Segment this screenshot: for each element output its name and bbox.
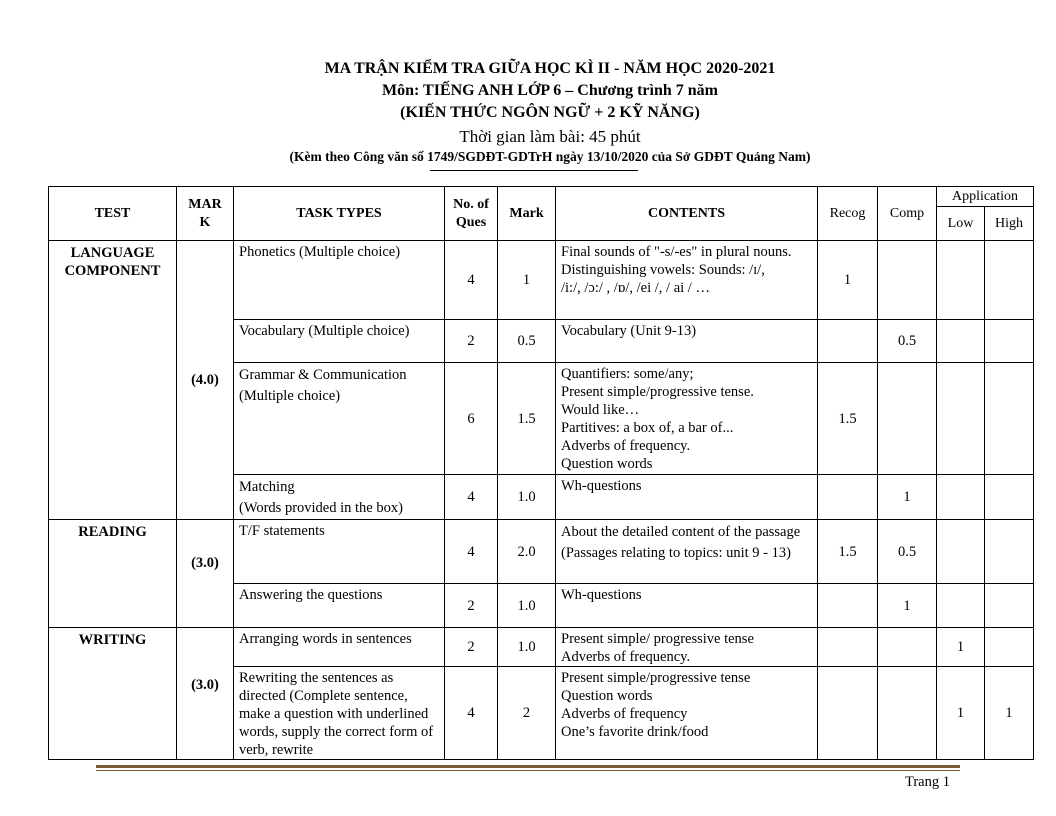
col-test: TEST	[49, 187, 177, 241]
header-underline	[430, 170, 638, 171]
recog-cell	[818, 628, 878, 667]
mark-cell: 1.0	[498, 628, 556, 667]
footer-rule	[96, 765, 960, 768]
task-cell: T/F statements	[234, 520, 445, 584]
task-cell: Grammar & Communication (Multiple choice)	[234, 363, 445, 475]
comp-cell: 1	[878, 584, 937, 628]
table-row	[49, 520, 1034, 584]
low-cell: 1	[937, 628, 985, 667]
mark-cell: 2	[498, 667, 556, 760]
high-cell	[985, 520, 1034, 584]
exam-matrix-table	[48, 186, 1034, 760]
contents-line: One’s favorite drink/food	[561, 724, 709, 740]
mark-cell: 1.0	[498, 475, 556, 520]
high-cell	[985, 584, 1034, 628]
col-task-types: TASK TYPES	[234, 187, 445, 241]
comp-cell	[878, 363, 937, 475]
recog-cell	[818, 667, 878, 760]
ques-cell: 4	[445, 667, 498, 760]
doc-reference: (Kèm theo Công văn số 1749/SGDĐT-GDTrH ngày 13/10/2020 của Sở GDĐT Quảng Nam)	[289, 149, 811, 164]
mark-cell: 0.5	[498, 320, 556, 363]
high-cell	[985, 475, 1034, 520]
contents-line: Wh-questions	[561, 478, 642, 494]
recog-cell	[818, 584, 878, 628]
contents-cell	[556, 475, 818, 520]
page-number: Trang 1	[905, 774, 950, 790]
footer-rule-thin	[96, 770, 960, 771]
contents-cell	[556, 584, 818, 628]
contents-cell	[556, 241, 818, 320]
high-cell	[985, 628, 1034, 667]
table-row	[49, 628, 1034, 667]
contents-cell: About the detailed content of the passage (Passages relating to topics: unit 9 - 13)	[556, 520, 818, 584]
low-cell	[937, 475, 985, 520]
recog-cell: 1.5	[818, 520, 878, 584]
ques-cell: 2	[445, 628, 498, 667]
contents-line: Quantifiers: some/any;	[561, 366, 694, 382]
contents-line: Adverbs of frequency.	[561, 438, 691, 454]
ques-cell: 2	[445, 584, 498, 628]
task-cell	[234, 475, 445, 520]
contents-line: Would like…	[561, 402, 640, 418]
comp-cell	[878, 667, 937, 760]
contents-cell	[556, 628, 818, 667]
contents-line: Adverbs of frequency.	[561, 649, 691, 665]
high-cell: 1	[985, 667, 1034, 760]
recog-cell	[818, 320, 878, 363]
comp-cell: 0.5	[878, 520, 937, 584]
col-comp: Comp	[878, 187, 937, 241]
ques-cell: 4	[445, 520, 498, 584]
table-row	[49, 241, 1034, 320]
contents-line: Wh-questions	[561, 587, 642, 603]
contents-line: Present simple/ progressive tense	[561, 631, 754, 647]
col-low: Low	[937, 207, 985, 241]
doc-title: MA TRẬN KIỂM TRA GIỮA HỌC KÌ II - NĂM HỌC 2020-2021	[324, 60, 776, 77]
contents-line: Final sounds of "-s/-es" in plural nouns.	[561, 244, 792, 260]
contents-line: /i:/, /ɔ:/ , /ɒ/, /ei /, / ai / …	[561, 280, 710, 296]
section-writing-mark: (3.0)	[177, 628, 234, 760]
contents-line: Present simple/progressive tense	[561, 670, 751, 686]
contents-line: Vocabulary (Unit 9-13)	[561, 323, 697, 339]
doc-subject: Môn: TIẾNG ANH LỚP 6 – Chương trình 7 năm	[382, 82, 718, 99]
task-line: Matching	[239, 479, 295, 495]
mark-cell: 1.0	[498, 584, 556, 628]
high-cell	[985, 320, 1034, 363]
col-contents: CONTENTS	[556, 187, 818, 241]
low-cell	[937, 320, 985, 363]
ques-cell: 4	[445, 241, 498, 320]
contents-cell	[556, 320, 818, 363]
recog-cell	[818, 475, 878, 520]
contents-line: Question words	[561, 456, 653, 472]
col-recog: Recog	[818, 187, 878, 241]
comp-cell	[878, 628, 937, 667]
comp-cell	[878, 241, 937, 320]
section-writing: WRITING	[49, 628, 177, 760]
task-cell: Rewriting the sentences as directed (Complete sentence, make a question with underlined words, supply the correct form of verb, rewrite	[234, 667, 445, 760]
section-language: LANGUAGE COMPONENT	[49, 241, 177, 520]
mark-cell: 1	[498, 241, 556, 320]
ques-cell: 6	[445, 363, 498, 475]
contents-line: Question words	[561, 688, 653, 704]
doc-scope: (KIẾN THỨC NGÔN NGỮ + 2 KỸ NĂNG)	[400, 104, 700, 121]
low-cell: 1	[937, 667, 985, 760]
col-mark: Mark	[498, 187, 556, 241]
doc-duration: Thời gian làm bài: 45 phút	[459, 127, 641, 146]
comp-cell: 0.5	[878, 320, 937, 363]
section-language-mark: (4.0)	[177, 241, 234, 520]
task-cell: Vocabulary (Multiple choice)	[234, 320, 445, 363]
recog-cell: 1	[818, 241, 878, 320]
task-cell: Answering the questions	[234, 584, 445, 628]
low-cell	[937, 584, 985, 628]
col-mark-k: MAR K	[177, 187, 234, 241]
contents-line: Partitives: a box of, a bar of...	[561, 420, 734, 436]
contents-cell	[556, 667, 818, 760]
section-reading: READING	[49, 520, 177, 628]
ques-cell: 4	[445, 475, 498, 520]
contents-line: Present simple/progressive tense.	[561, 384, 754, 400]
contents-cell	[556, 363, 818, 475]
task-cell: Arranging words in sentences	[234, 628, 445, 667]
contents-line: Adverbs of frequency	[561, 706, 688, 722]
recog-cell: 1.5	[818, 363, 878, 475]
comp-cell: 1	[878, 475, 937, 520]
task-line: (Words provided in the box)	[239, 500, 403, 516]
section-reading-mark: (3.0)	[177, 520, 234, 628]
col-high: High	[985, 207, 1034, 241]
ques-cell: 2	[445, 320, 498, 363]
low-cell	[937, 520, 985, 584]
high-cell	[985, 241, 1034, 320]
col-application: Application	[937, 187, 1034, 207]
high-cell	[985, 363, 1034, 475]
mark-cell: 2.0	[498, 520, 556, 584]
contents-line: Distinguishing vowels: Sounds: /ɪ/,	[561, 262, 765, 278]
low-cell	[937, 241, 985, 320]
mark-cell: 1.5	[498, 363, 556, 475]
low-cell	[937, 363, 985, 475]
col-no-ques: No. of Ques	[445, 187, 498, 241]
task-cell: Phonetics (Multiple choice)	[234, 241, 445, 320]
